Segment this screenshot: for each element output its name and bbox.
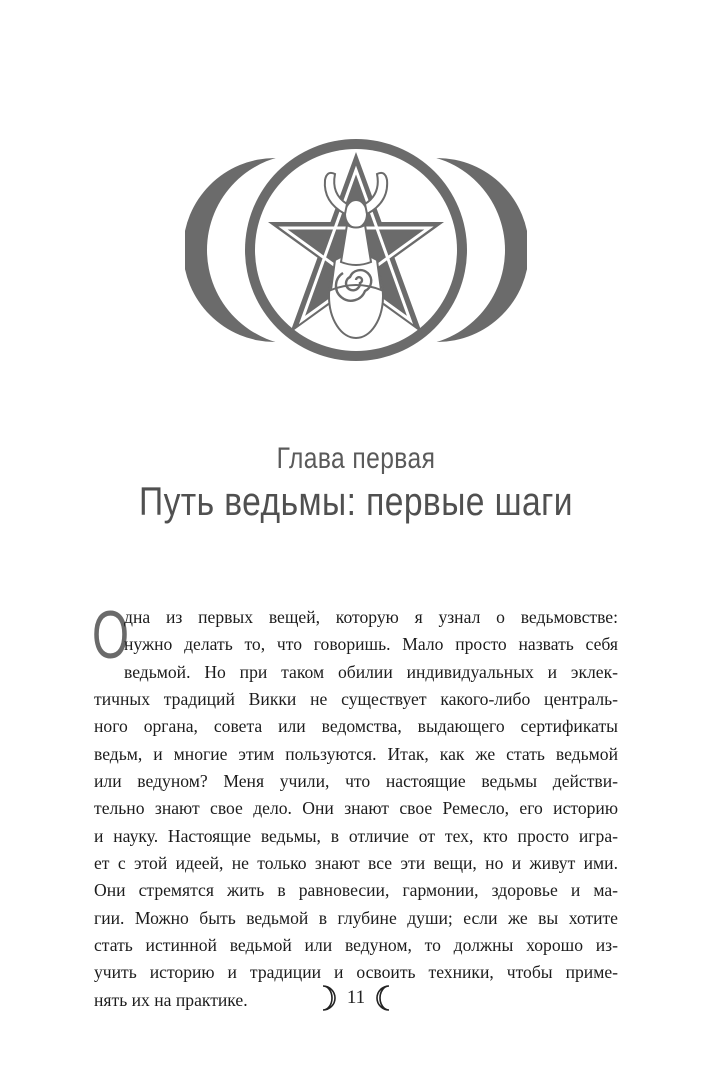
text-line: или ведуном? Меня учили, что настоящие ведьмы действи- xyxy=(94,771,618,792)
text-line: ведьмой. Но при таком обилии индивидуальных и эклек- xyxy=(124,661,618,682)
text-line: дна из первых вещей, которую я узнал о ведьмовстве: xyxy=(124,607,618,627)
drop-cap: О xyxy=(92,597,130,673)
text-line: ного органа, совета или ведомства, выдающего сертификаты xyxy=(94,716,618,737)
text-line: тельно знают свое дело. Они знают свое Ремесло, его историю xyxy=(94,798,618,819)
text-line: гии. Можно быть ведьмой в глубине души; если же вы хотите xyxy=(94,907,618,928)
text-line: и науку. Настоящие ведьмы, в отличие от тех, кто просто игра- xyxy=(94,825,618,846)
text-line: нять их на практике. xyxy=(94,989,248,1010)
text-line: Они стремятся жить в равновесии, гармонии, здоровье и ма- xyxy=(94,880,618,901)
page-footer xyxy=(0,983,712,1013)
crescent-moon-right-icon xyxy=(319,984,339,1012)
text-line: ет с этой идеей, не только знают все эти вещи, но и живут ими. xyxy=(94,853,618,874)
chapter-title: Путь ведьмы: первые шаги xyxy=(139,480,573,524)
text-line: учить историю и традиции и освоить техники, чтобы приме- xyxy=(94,962,618,983)
text-line: нужно делать то, что говоришь. Мало просто назвать себя xyxy=(124,634,618,655)
text-line: тичных традиций Викки не существует какого-либо централь- xyxy=(94,689,618,710)
body-paragraph xyxy=(92,597,618,1014)
page-number: 11 xyxy=(346,987,366,1008)
crescent-moon-left-icon xyxy=(373,984,393,1012)
triple-moon-pentacle-goddess-icon xyxy=(185,130,527,370)
chapter-label: Глава первая xyxy=(276,442,436,475)
text-line: ведьм, и многие этим пользуются. Итак, как же стать ведьмой xyxy=(94,743,618,764)
text-line: стать истинной ведьмой или ведуном, то должны хорошо из- xyxy=(94,935,618,956)
